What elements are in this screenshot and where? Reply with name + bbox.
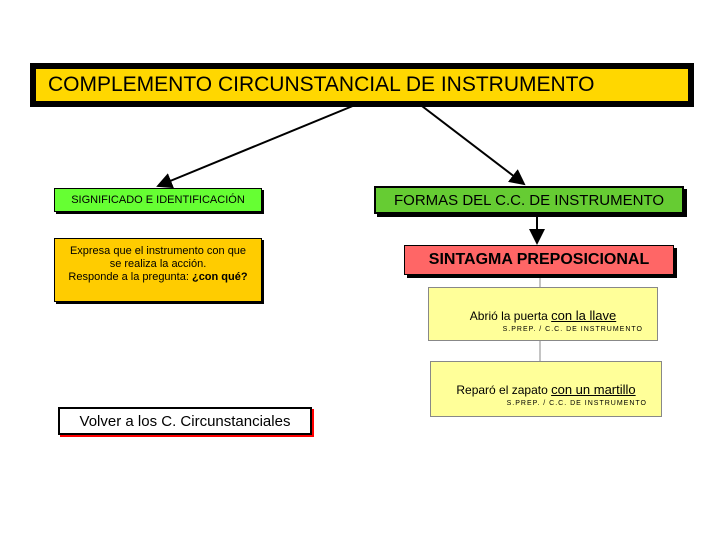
- explanation-line-2: se realiza la acción.: [109, 258, 207, 270]
- prepositional-phrase-box: SINTAGMA PREPOSICIONAL: [404, 245, 674, 275]
- example-highlight: con la llave: [551, 308, 617, 323]
- example-text: Reparó el zapato: [456, 383, 552, 397]
- example-highlight: con un martillo: [551, 382, 636, 397]
- arrow-title-to-left: [158, 103, 360, 186]
- example-sentence: [431, 382, 661, 397]
- meaning-heading: SIGNIFICADO E IDENTIFICACIÓN: [54, 188, 262, 212]
- back-button[interactable]: Volver a los C. Circunstanciales: [58, 407, 312, 435]
- example-tag: S.PREP. / C.C. DE INSTRUMENTO: [502, 326, 643, 333]
- example-box-1: [428, 287, 658, 341]
- example-sentence: [429, 308, 657, 323]
- example-text: Abrió la puerta: [469, 309, 552, 323]
- explanation-line-1: Expresa que el instrumento con que: [69, 245, 247, 257]
- question-prefix: Responde a la pregunta:: [68, 271, 192, 283]
- explanation-line-3: [55, 271, 261, 284]
- page-title: COMPLEMENTO CIRCUNSTANCIAL DE INSTRUMENTO: [34, 67, 690, 103]
- example-tag: S.PREP. / C.C. DE INSTRUMENTO: [506, 400, 647, 407]
- question-text: ¿con qué?: [191, 271, 248, 283]
- forms-heading: FORMAS DEL C.C. DE INSTRUMENTO: [374, 186, 684, 214]
- arrow-title-to-right: [418, 103, 524, 184]
- example-box-2: [430, 361, 662, 417]
- explanation-box: [54, 238, 262, 302]
